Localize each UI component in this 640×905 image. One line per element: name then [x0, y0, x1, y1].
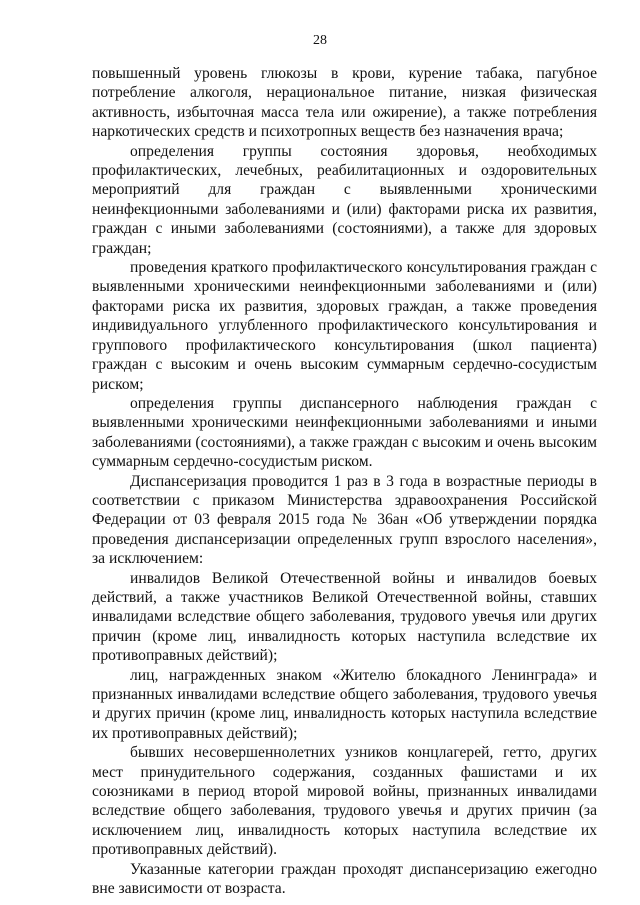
paragraph-dispensarization-frequency: Диспансеризация проводится 1 раз в 3 года в возрастные периоды в соответствии с приказом Министерства здравоохранения Российской Федерации от 03 февраля 2015 года № 36ан «Об утверждении порядка проведения диспансеризации определенных групп взрослого населения», за исключением: — [92, 472, 597, 568]
paragraph-risk-factors-continued: повышенный уровень глюкозы в крови, курение табака, пагубное потребление алкоголя, нерациональное питание, низкая физическая активность, избыточная масса тела или ожирение), а также потребления наркотических средств и психотропных веществ без назначения врача; — [92, 65, 597, 141]
page-number: 28 — [313, 33, 327, 48]
paragraph-preventive-consulting: проведения краткого профилактического консультирования граждан с выявленными хроническими неинфекционными заболеваниями и (или) факторами риска их развития, здоровых граждан, а также проведения индивидуального углубленного профилактического консультирования и группового профилактического консультирования (школ пациента) граждан с высоким и очень высоким суммарным сердечно-сосудистым риском; — [92, 259, 597, 393]
paragraph-exception-camp-prisoners: бывших несовершеннолетних узников концлагерей, гетто, других мест принудительного содержания, созданных фашистами и их союзниками в период второй мировой войны, признанных инвалидами вследствие общего заболевания, трудового увечья и других причин (за исключением лиц, инвалидность которых наступила вследствие их противоправных действий). — [92, 744, 597, 859]
paragraph-exception-war-invalids: инвалидов Великой Отечественной войны и инвалидов боевых действий, а также участников Великой Отечественной войны, ставших инвалидами вследствие общего заболевания, трудового увечья или других причин (кроме лиц, инвалидность которых наступила вследствие их противоправных действий); — [92, 569, 597, 665]
paragraph-exception-leningrad-siege: лиц, награжденных знаком «Жителю блокадного Ленинграда» и признанных инвалидами вследствие общего заболевания, трудового увечья и других причин (кроме лиц, инвалидность которых наступила вследствие их противоправных действий); — [92, 666, 597, 742]
paragraph-dispensary-observation-group: определения группы диспансерного наблюдения граждан с выявленными хроническими неинфекционными заболеваниями и иными заболеваниями (состояниями), а также граждан с высоким и очень высоким суммарным сердечно-сосудистым риском. — [92, 394, 597, 471]
paragraph-annual-dispensarization: Указанные категории граждан проходят диспансеризацию ежегодно вне зависимости от возраста. — [92, 860, 597, 898]
paragraph-health-group-definition: определения группы состояния здоровья, необходимых профилактических, лечебных, реабилитационных и оздоровительных мероприятий для граждан с выявленными хроническими неинфекционными заболеваниями и (или) факторами риска их развития, граждан с иными заболеваниями (состояниями), а также для здоровых граждан; — [92, 142, 597, 257]
document-body — [92, 64, 597, 898]
